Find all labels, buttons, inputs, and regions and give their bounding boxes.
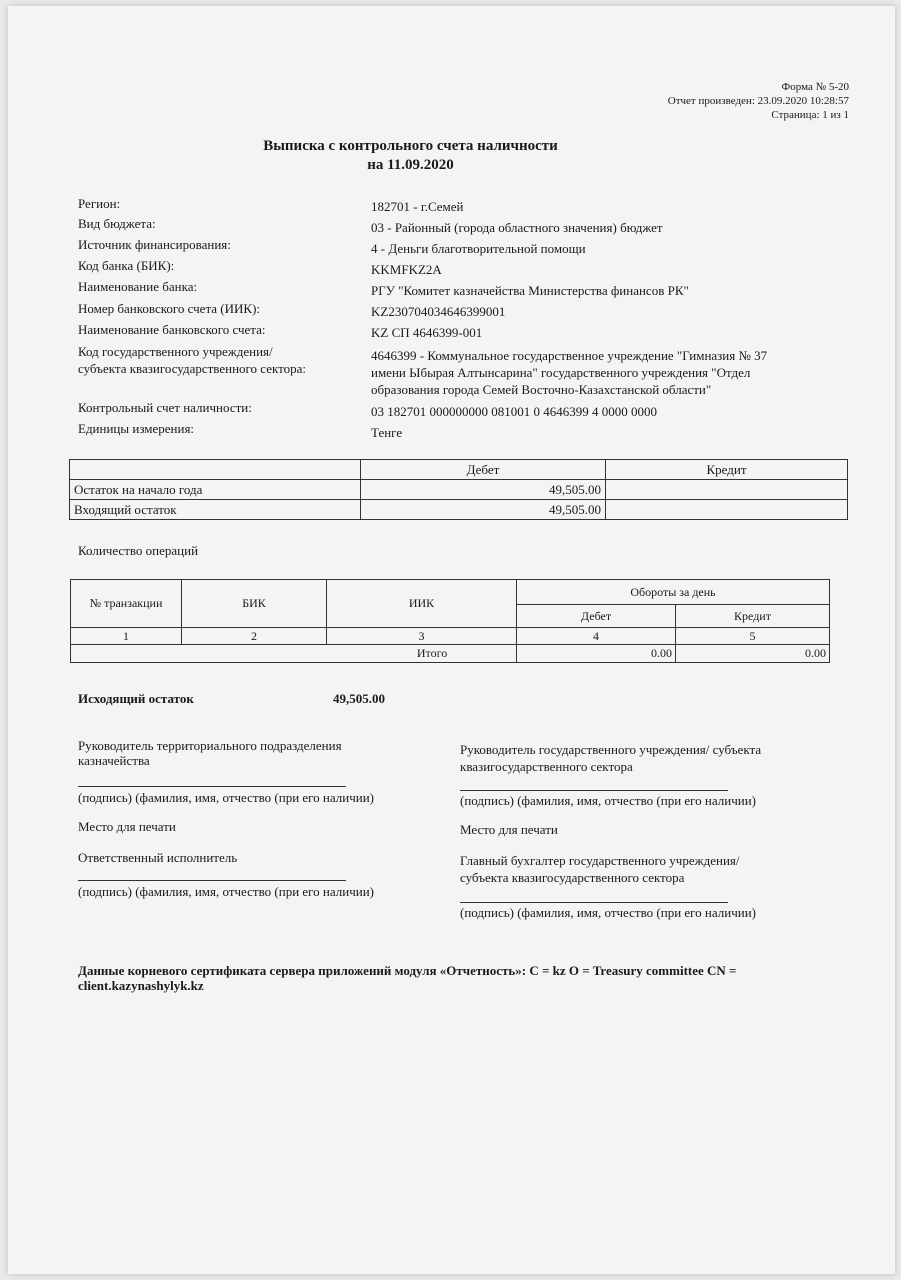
info-label: Контрольный счет наличности: xyxy=(78,400,252,415)
info-value: РГУ "Комитет казначейства Министерства финансов РК" xyxy=(371,283,689,298)
page-number: Страница: 1 из 1 xyxy=(771,109,849,121)
control-account-value: 03 182701 000000000 081001 0 4646399 4 0000 0000 xyxy=(371,404,657,419)
info-label: Наименование банковского счета: xyxy=(78,322,266,337)
institution-value: имени Ыбырая Алтынсарина" государственного учреждения "Отдел xyxy=(371,365,751,380)
ops-col-num: 1 xyxy=(71,628,182,645)
signature-right-head: квазигосударственного сектора xyxy=(460,759,633,774)
info-label: Номер банковского счета (ИИК): xyxy=(78,301,261,316)
signature-line xyxy=(78,786,346,787)
ops-col-turnover: Обороты за день xyxy=(517,580,830,605)
institution-value: 4646399 - Коммунальное государственное учреждение "Гимназия № 37 xyxy=(371,348,768,363)
balance-col-debit: Дебет xyxy=(361,460,606,480)
info-value: 4 - Деньги благотворительной помощи xyxy=(371,241,586,256)
balance-row-debit: 49,505.00 xyxy=(361,480,606,500)
report-generated: Отчет произведен: 23.09.2020 10:28:57 xyxy=(667,95,849,107)
info-label: Вид бюджета: xyxy=(78,216,156,231)
ops-total-debit: 0.00 xyxy=(517,645,676,663)
info-value: 03 - Районный (города областного значения) бюджет xyxy=(371,220,663,235)
ops-col-num: 4 xyxy=(517,628,676,645)
document-title: Выписка с контрольного счета наличности xyxy=(263,138,558,154)
signature-caption: (подпись) (фамилия, имя, отчество (при его наличии) xyxy=(460,793,756,808)
signature-right-head: Руководитель государственного учреждения/ субъекта xyxy=(460,742,762,757)
info-label: Наименование банка: xyxy=(78,279,198,294)
info-value: KZ230704034646399001 xyxy=(371,304,506,319)
info-value: KKMFKZ2A xyxy=(371,262,442,277)
ops-col-num: 2 xyxy=(182,628,327,645)
signature-line xyxy=(78,880,346,881)
signature-right-accountant: субъекта квазигосударственного сектора xyxy=(460,870,685,885)
balance-row-label: Входящий остаток xyxy=(70,500,361,520)
balance-row-credit xyxy=(606,500,848,520)
institution-label: субъекта квазигосударственного сектора: xyxy=(78,361,307,376)
balance-row-label: Остаток на начало года xyxy=(70,480,361,500)
units-value: Тенге xyxy=(371,425,403,440)
signature-left-head: Руководитель территориального подразделения xyxy=(78,738,342,753)
table-row xyxy=(70,480,848,500)
balance-header-blank xyxy=(70,460,361,480)
institution-label: Код государственного учреждения/ xyxy=(78,344,273,359)
ops-col-bik: БИК xyxy=(182,580,327,628)
table-row xyxy=(71,645,830,663)
institution-value: образования города Семей Восточно-Казахстанской области" xyxy=(371,382,712,397)
balance-row-debit: 49,505.00 xyxy=(361,500,606,520)
info-label: Источник финансирования: xyxy=(78,237,231,252)
ops-total-credit: 0.00 xyxy=(676,645,830,663)
info-label: Регион: xyxy=(78,196,121,211)
signature-caption: (подпись) (фамилия, имя, отчество (при его наличии) xyxy=(78,790,374,805)
balance-row-credit xyxy=(606,480,848,500)
ops-col-num: 5 xyxy=(676,628,830,645)
balance-table xyxy=(69,459,848,520)
stamp-place: Место для печати xyxy=(460,822,558,837)
ops-col-debit: Дебет xyxy=(517,605,676,628)
info-label: Единицы измерения: xyxy=(78,421,195,436)
stamp-place: Место для печати xyxy=(78,819,176,834)
certificate-info: Данные корневого сертификата сервера приложений модуля «Отчетность»: C = kz O = Treasury committee CN = xyxy=(78,963,737,978)
operations-table xyxy=(70,579,830,663)
table-row xyxy=(70,500,848,520)
info-value: KZ СП 4646399-001 xyxy=(371,325,483,340)
ops-col-num: 3 xyxy=(327,628,517,645)
signature-right-accountant: Главный бухгалтер государственного учреждения/ xyxy=(460,853,740,868)
ops-col-iik: ИИК xyxy=(327,580,517,628)
signature-left-head: казначейства xyxy=(78,753,150,768)
closing-balance-value: 49,505.00 xyxy=(333,691,385,706)
info-label: Код банка (БИК): xyxy=(78,258,175,273)
form-number: Форма № 5-20 xyxy=(781,81,849,93)
balance-col-credit: Кредит xyxy=(606,460,848,480)
signature-caption: (подпись) (фамилия, имя, отчество (при его наличии) xyxy=(460,905,756,920)
signature-line xyxy=(460,902,728,903)
signature-caption: (подпись) (фамилия, имя, отчество (при его наличии) xyxy=(78,884,374,899)
certificate-info: client.kazynashylyk.kz xyxy=(78,978,204,993)
table-row xyxy=(71,628,830,645)
ops-col-credit: Кредит xyxy=(676,605,830,628)
ops-col-txn: № транзакции xyxy=(71,580,182,628)
document-date: на 11.09.2020 xyxy=(367,157,454,173)
signature-line xyxy=(460,790,728,791)
ops-total-label: Итого xyxy=(71,645,517,663)
closing-balance-label: Исходящий остаток xyxy=(78,691,194,706)
info-value: 182701 - г.Семей xyxy=(371,199,464,214)
operations-title: Количество операций xyxy=(78,543,199,558)
signature-left-exec: Ответственный исполнитель xyxy=(78,850,238,865)
